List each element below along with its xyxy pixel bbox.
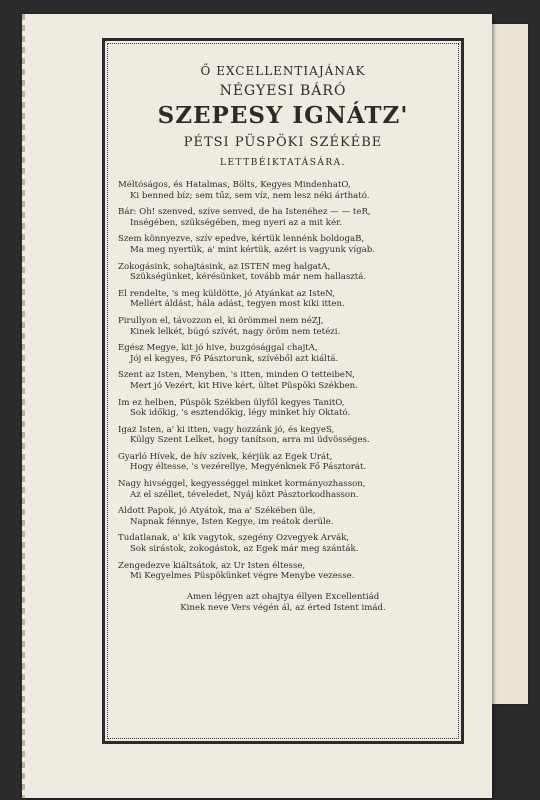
closing-line-2: Kinek neve Vers végén ál, az érted Istent imád. [180, 602, 386, 613]
stanza: Pirullyon el, távozzon el, ki örömmel nem néZJ, Kinek lelkét, búgó szívét, nagy öröm nem tetézi. [118, 315, 341, 337]
stanza: Egész Megye, kit jó hive, buzgósággal chajtÁ, Jój el kegyes, Fő Pásztorunk, szívéből azt kiáltá. [118, 343, 339, 364]
closing-line-1: Amen légyen azt ohajtya éllyen Excellentiád [186, 591, 380, 602]
stanza: Zokogásink, sohajtásink, az ISTEN meg halgatÁ, Szükségünket, kérésünket, tovább már nem hallasztá. [118, 261, 367, 283]
back-sheet [488, 24, 528, 704]
title-line-4: PÉTSI PÜSPÖKI SZÉKÉBE [183, 135, 383, 150]
stanza: Tudatlanak, a' kik vagytok, szegény Özvegyek Árvák, Sok sirástok, zokogástok, az Egek már meg szánták. [118, 533, 359, 555]
stanza: Gyarló Hívek, de hív szívek, kérjük az Egek Urát, Hogy éltesse, 's vezérellye, Megyénknek Fő Pásztorát. [118, 451, 367, 473]
stanza: Szem könnyezve, szív epedve, kértük lennénk boldogaB, Ma meg nyertük, a' mint kértük, azért is vagyunk vígab. [118, 234, 375, 255]
stanza: Im ez helben, Püspök Székben ülyfől kegyes TanitÓ, Sok időkig, 's esztendőkig, légy minket híy Oktató. [118, 397, 351, 419]
title-line-2: NÉGYESI BÁRÓ [219, 83, 347, 99]
title-line-1: Ő EXCELLENTIAJÁNAK [200, 64, 366, 78]
stanza: Méltóságos, és Hatalmas, Bölts, Kegyes MindenhatÓ, Ki benned bíz; sem tűz, sem víz, nem lesz néki ártható. [118, 180, 370, 201]
closing-verse [118, 592, 448, 614]
stanza: El rendelte, 's meg küldötte, jó Atyánkat az IsteN, Mellért áldást, hála adást, tegyen most kiki itten. [118, 288, 345, 310]
stanza: Zengedezve kiáltsátok, az Úr Isten éltesse, Mi Kegyelmes Püspökünket végre Menybe vezesse. [118, 560, 355, 582]
stanza: Igaz Isten, a' ki itten, vagy hozzánk jó, és kegyeS, Külgy Szent Lelket, hogy tanítson, arra mi üdvösséges. [118, 424, 370, 446]
title-name: SZEPESY IGNÁTZ' [157, 102, 409, 129]
poem-content [107, 43, 459, 739]
decorative-border [102, 38, 464, 744]
title-line-5: LETTBÉIKTATÁSÁRA. [219, 158, 346, 168]
stanza: Áldott Papok, jó Atyátok, ma a' Székében üle, Napnak fénnye, Isten Kegye, im reátok derüle. [118, 506, 334, 527]
binding-edge [22, 14, 25, 798]
stanza: Bár: Oh! szenved, szíve senved, de ha Istenéhez — — teR, Inségében, szükségében, meg nyeri az a mit kér. [118, 207, 371, 228]
stanza: Szent az Isten, Menyben, 's itten, minden Ő tetteibeN, Mert jó Vezért, kit Hive kért, ültet Püspöki Székben. [118, 370, 358, 391]
stanza: Nagy hivséggel, kegyességgel minket kormányozhasson, Az el széllet, téveledet, Nyáj közt Pásztorkodhasson. [118, 479, 366, 500]
paper-sheet [22, 14, 492, 798]
